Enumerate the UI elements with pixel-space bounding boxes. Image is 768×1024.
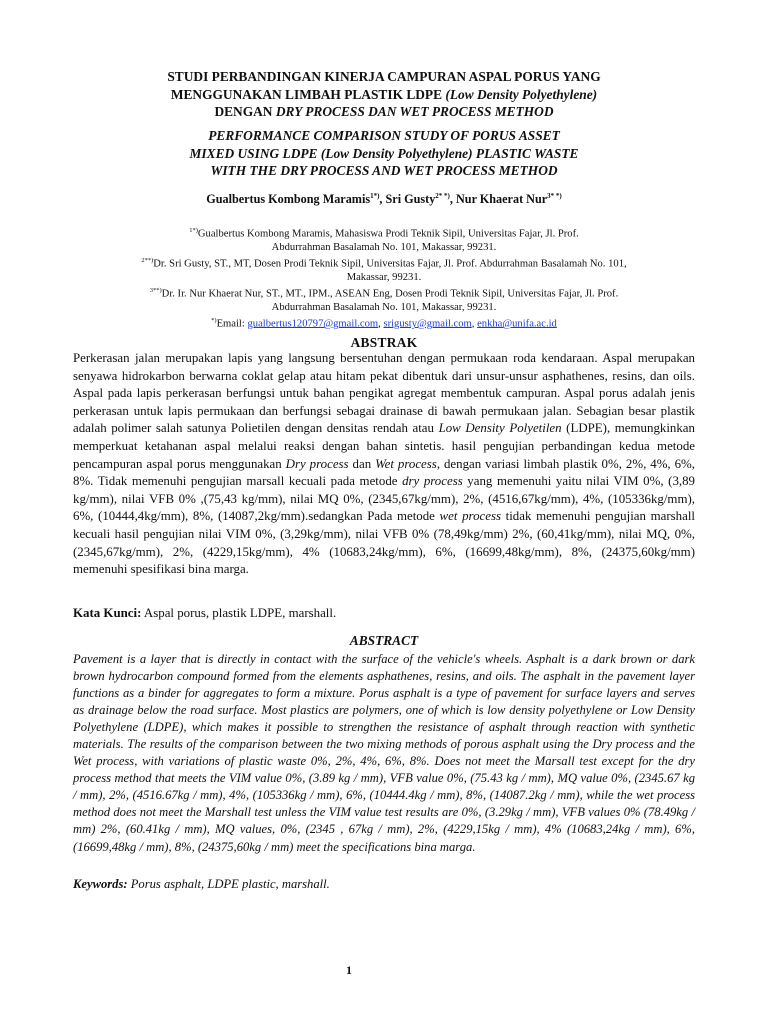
email-link-2[interactable]: srigusty@gmail.com xyxy=(383,318,472,330)
abstrak-body xyxy=(73,350,695,579)
title-en-line2: MIXED USING LDPE (Low Density Polyethylene) PLASTIC WASTE xyxy=(189,145,579,161)
title-id-line2 xyxy=(60,86,708,104)
title-id-line3-italic: DRY PROCESS DAN WET PROCESS METHOD xyxy=(275,104,554,119)
affiliation-3 xyxy=(60,284,708,301)
abstrak-italic: Wet process xyxy=(375,456,437,471)
title-en-line3: WITH THE DRY PROCESS AND WET PROCESS METHOD xyxy=(210,163,558,178)
abstrak-text: , dengan variasi limbah plastik 0%, 2%, 4%, 6%, 8%. Tidak memenuhi pengujian marsall kecuali pada metode xyxy=(73,456,696,489)
author-separator: , xyxy=(449,192,456,207)
affiliation-3-line2: Abdurrahman Basalamah No. 101, Makassar, 99231. xyxy=(271,301,497,313)
author-1: Gualbertus Kombong Maramis xyxy=(206,192,371,207)
email-line: *)Email: gualbertus120797@gmail.com, srigusty@gmail.com, enkha@unifa.ac.id xyxy=(211,316,557,330)
affiliation-1-line1: Gualbertus Kombong Maramis, Mahasiswa Prodi Teknik Sipil, Universitas Fajar, Jl. Prof. xyxy=(197,228,579,240)
author-3: Nur Khaerat Nur xyxy=(455,192,548,207)
page-number: 1 xyxy=(346,963,352,977)
title-id-line3-main: DENGAN xyxy=(214,104,276,119)
abstrak-text: yang memenuhi yaitu nilai VIM 0%, (3,89 kg/mm), nilai VFB 0% ,(75,43 kg/mm), nilai MQ 0%, (2345,67kg/mm), 2%, (4516,67kg/mm), 4%, (105336kg/mm), 6%, (10444,4kg/mm), 8%, (14087,2kg/mm).sedangkan Pada metode xyxy=(73,474,695,524)
email-link-3[interactable]: enkha@unifa.ac.id xyxy=(477,318,557,330)
abstract-body: Pavement is a layer that is directly in contact with the surface of the vehicle's wheels. Asphalt is a dark brown or dark brown hydrocarbon compound formed from the elements asphathenes, resins, and oils. The asphalt in the pavement layer functions as a binder for aggregates to form a mixture. Porus asphalt is a type of pavement for surface layers and serves as drainage below the road surface. Most plastics are polymers, one of which is low density polyethylene or Low Density Polyethylene (LDPE), which makes it possible to strengthen the resistance of asphalt through reaction with synthetic materials. The results of the comparison between the two mixing methods of porous asphalt using the Dry process and the Wet process, with variations of plastic waste 0%, 2%, 4%, 6%, 8%. Does not meet the Marsall test except for the dry process method that meets the VIM value 0%, (3.89 kg / mm), VFB value 0%, (75.43 kg / mm), MQ value 0%, (2345.67 kg / mm), 2%, (4516.67kg / mm), 4%, (105336kg / mm), 6%, (10444.4kg / mm), 8%, (14087.2kg / mm), while the wet process method does not meet the Marshall test unless the VIM value test results are 0%, (3.29kg / mm), VFB values 0% (78.49kg / mm) 2%, (60.41kg / mm), MQ values, 0%, (2345 , 67kg / mm), 2%, (4229,15kg / mm), 4% (10683,24kg / mm), 6%, (16699,48kg / mm), 8%, (24375,60kg / mm) meet the specifications bina marga. xyxy=(73,652,695,854)
keywords-label: Keywords: xyxy=(73,877,128,891)
abstrak-italic: wet process xyxy=(439,509,501,524)
kata-kunci xyxy=(73,605,695,623)
title-id-line1: STUDI PERBANDINGAN KINERJA CAMPURAN ASPAL PORUS YANG xyxy=(167,69,601,84)
email-link-1[interactable]: gualbertus120797@gmail.com xyxy=(247,318,379,330)
author-separator: , xyxy=(379,192,386,207)
author-2: Sri Gusty xyxy=(385,192,436,207)
title-english xyxy=(60,127,708,180)
abstract-heading: ABSTRACT xyxy=(349,633,419,648)
abstrak-italic: Low Density Polyetilen xyxy=(438,421,562,436)
author-1-mark: 1*) xyxy=(370,192,380,200)
keywords-text: Porus asphalt, LDPE plastic, marshall. xyxy=(127,877,330,891)
title-id-line3 xyxy=(60,103,708,121)
title-id-line2-italic: (Low Density Polyethylene) xyxy=(445,86,598,102)
title-id-line2-main: MENGGUNAKAN LIMBAH PLASTIK LDPE xyxy=(170,86,446,102)
affiliation-1-line2: Abdurrahman Basalamah No. 101, Makassar, 99231. xyxy=(271,241,497,253)
abstrak-text: Perkerasan jalan merupakan lapis yang langsung bersentuhan dengan permukaan roda kendaraan. Aspal merupakan senyawa hidrokarbon berwarna coklat gelap atau hitam pekat dibentuk dari unsur-unsur asphathenes, resins, dan oils. Aspal pada lapis perkerasan berfungsi untuk bahan pengikat agregat membentuk campuran. Aspal porus adalah jenis perkerasan untuk lapis permukaan dan berfungsi sebagai drainase di bawah permukaan jalan. Sebagian besar plastik adalah polimer salah satunya Polietilen dengan densitas rendah atau xyxy=(73,351,695,436)
affiliation-2-mark: 2**) xyxy=(141,256,154,264)
keywords xyxy=(73,876,695,893)
abstrak-text: (LDPE), memungkinkan memperkuat ketahanan aspal melalui reaksi dengan bahan sintetis. hasil pengujian perbandingan kedua metode pencampuran aspal porus menggunakan xyxy=(73,421,695,471)
affiliations xyxy=(60,224,708,331)
abstrak-text: dan xyxy=(348,456,376,471)
title-en-line1: PERFORMANCE COMPARISON STUDY OF PORUS ASSET xyxy=(208,128,560,143)
abstrak-italic: Dry process xyxy=(285,456,349,471)
affiliation-1-mark: 1*) xyxy=(189,227,198,234)
affiliation-3-line1: Dr. Ir. Nur Khaerat Nur, ST., MT., IPM., ASEAN Eng, Dosen Prodi Teknik Sipil, Universitas Fajar, Jl. Prof. xyxy=(161,288,619,300)
author-3-mark: 3* *) xyxy=(547,192,562,200)
affiliation-3-mark: 3**) xyxy=(149,286,162,294)
kata-kunci-label: Kata Kunci: xyxy=(73,606,142,620)
kata-kunci-text: Aspal porus, plastik LDPE, marshall. xyxy=(141,606,337,620)
author-2-mark: 2* *) xyxy=(435,192,450,200)
affiliation-2-line2: Makassar, 99231. xyxy=(346,271,422,283)
affiliation-1 xyxy=(60,224,708,241)
abstrak-text: tidak memenuhi pengujian marshall kecuali hasil pengujian nilai VIM 0%, (3,29kg/mm), nilai VFB 0% (78,49kg/mm) 2%, (60,41kg/mm), nilai MQ, 0%, (2345,67kg/mm), 2%, (4229,15kg/mm), 4% (10683,24kg/mm), 6%, (16699,48kg/mm), 8%, (24375,60kg/mm) memenuhi spesifikasi bina marga. xyxy=(73,509,695,577)
title-indonesian xyxy=(60,68,708,121)
email-label: Email: xyxy=(216,318,248,330)
author-list xyxy=(60,192,708,207)
abstrak-italic: dry process xyxy=(402,474,463,489)
email-mark: *) xyxy=(211,316,217,324)
affiliation-2 xyxy=(60,254,708,271)
abstrak-heading: ABSTRAK xyxy=(350,335,418,350)
affiliation-2-line1: Dr. Sri Gusty, ST., MT, Dosen Prodi Teknik Sipil, Universitas Fajar, Jl. Prof. Abdurrahman Basalamah No. 101, xyxy=(153,258,627,270)
